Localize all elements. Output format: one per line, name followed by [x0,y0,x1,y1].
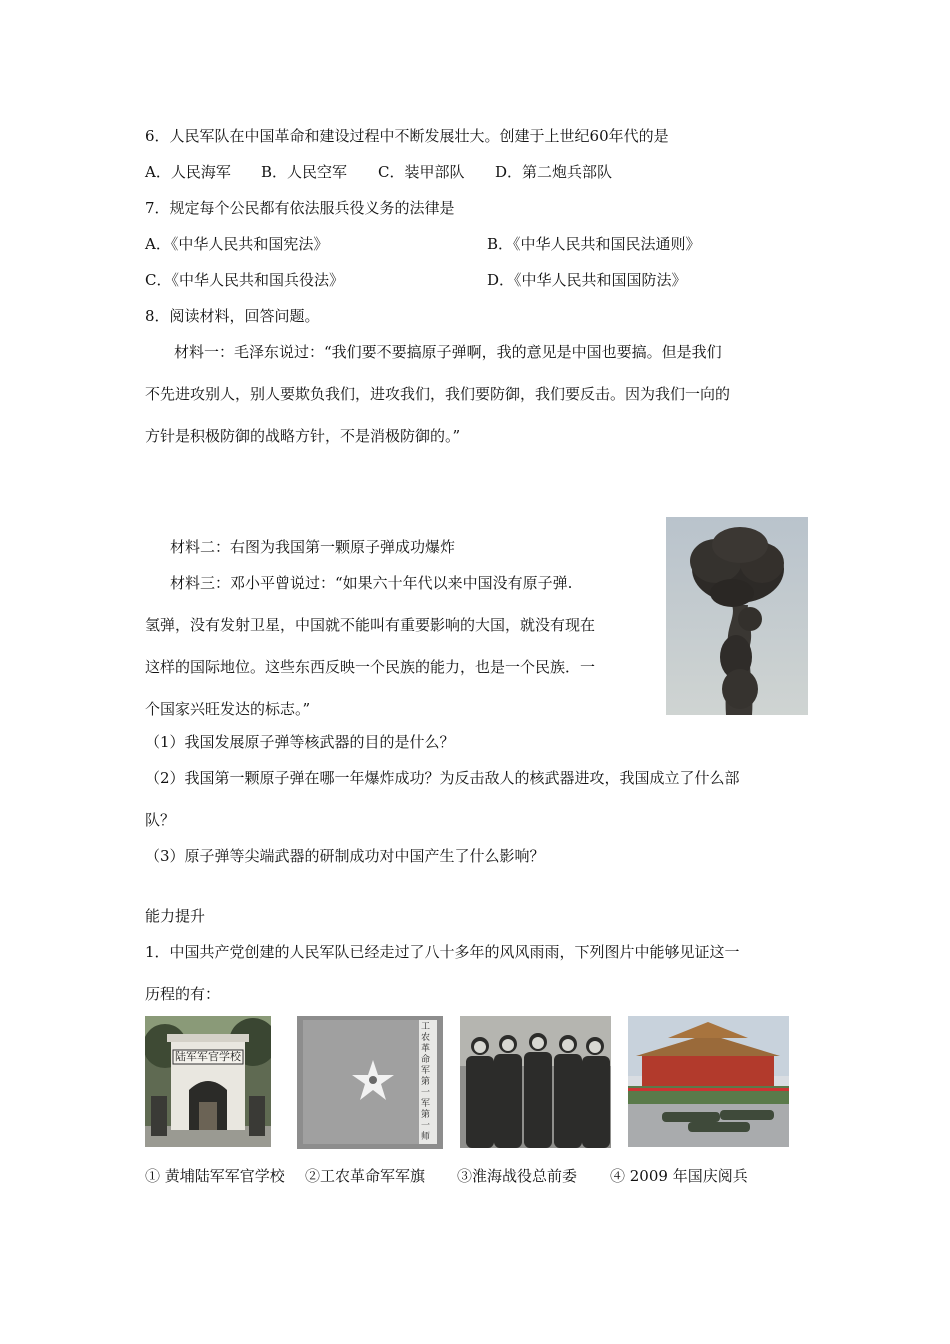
material3-line: 氢弹，没有发射卫星，中国就不能叫有重要影响的大国，就没有现在 [145,616,596,634]
material3-line: 材料三：邓小平曾说过：“如果六十年代以来中国没有原子弹. [170,574,573,592]
question-3: （3）原子弹等尖端武器的研制成功对中国产生了什么影响？ [145,847,545,865]
material1-line: 不先进攻别人，别人要欺负我们，进攻我们，我们要防御，我们要反击。因为我们一向的 [145,385,731,403]
q7-option-b: B．《中华人民共和国民法通则》 [487,235,701,253]
q6-stem: 6．人民军队在中国革命和建设过程中不断发展壮大。创建于上世纪60年代的是 [145,127,669,145]
section-q1-line: 历程的有： [145,985,221,1003]
red-army-flag-photo [297,1016,443,1149]
mushroom-cloud-photo [666,517,808,715]
q6-option-c: C．装甲部队 [378,163,465,181]
material1-line: 方针是积极防御的战略方针，不是消极防御的。” [145,427,461,445]
q7-stem: 7．规定每个公民都有依法服兵役义务的法律是 [145,199,455,217]
gate-sign: 陆军军官学校 [175,1051,241,1063]
material3-line: 个国家兴旺发达的标志。” [145,700,311,718]
q8-stem: 8．阅读材料，回答问题。 [145,307,320,325]
question-1: （1）我国发展原子弹等核武器的目的是什么？ [145,733,455,751]
national-day-parade-photo [628,1016,789,1147]
huaihai-committee-photo [460,1016,611,1148]
flag-vertical-text: 工农革命军第一军第一师 [421,1022,431,1142]
caption-4: ④ 2009 年国庆阅兵 [610,1167,748,1185]
caption-1: ① 黄埔陆军军官学校 [145,1167,285,1185]
material3-line: 这样的国际地位。这些东西反映一个民族的能力，也是一个民族．一 [145,658,596,676]
q6-option-a: A．人民海军 [145,163,231,181]
material1-line: 材料一：毛泽东说过：“我们要不要搞原子弹啊，我的意见是中国也要搞。但是我们 [174,343,722,361]
section-title: 能力提升 [145,907,206,925]
material2: 材料二：右图为我国第一颗原子弹成功爆炸 [170,538,456,556]
q7-option-d: D．《中华人民共和国国防法》 [487,271,687,289]
q7-option-c: C．《中华人民共和国兵役法》 [145,271,344,289]
q6-option-d: D．第二炮兵部队 [495,163,613,181]
whampoa-academy-photo [145,1016,271,1147]
q7-option-a: A．《中华人民共和国宪法》 [145,235,329,253]
section-q1-line: 1．中国共产党创建的人民军队已经走过了八十多年的风风雨雨，下列图片中能够见证这一 [145,943,740,961]
question-2: （2）我国第一颗原子弹在哪一年爆炸成功？为反击敌人的核武器进攻，我国成立了什么部 [145,769,740,787]
caption-3: ③淮海战役总前委 [457,1167,578,1185]
question-2-cont: 队？ [145,811,176,829]
caption-2: ②工农革命军军旗 [305,1167,426,1185]
q6-option-b: B．人民空军 [261,163,348,181]
